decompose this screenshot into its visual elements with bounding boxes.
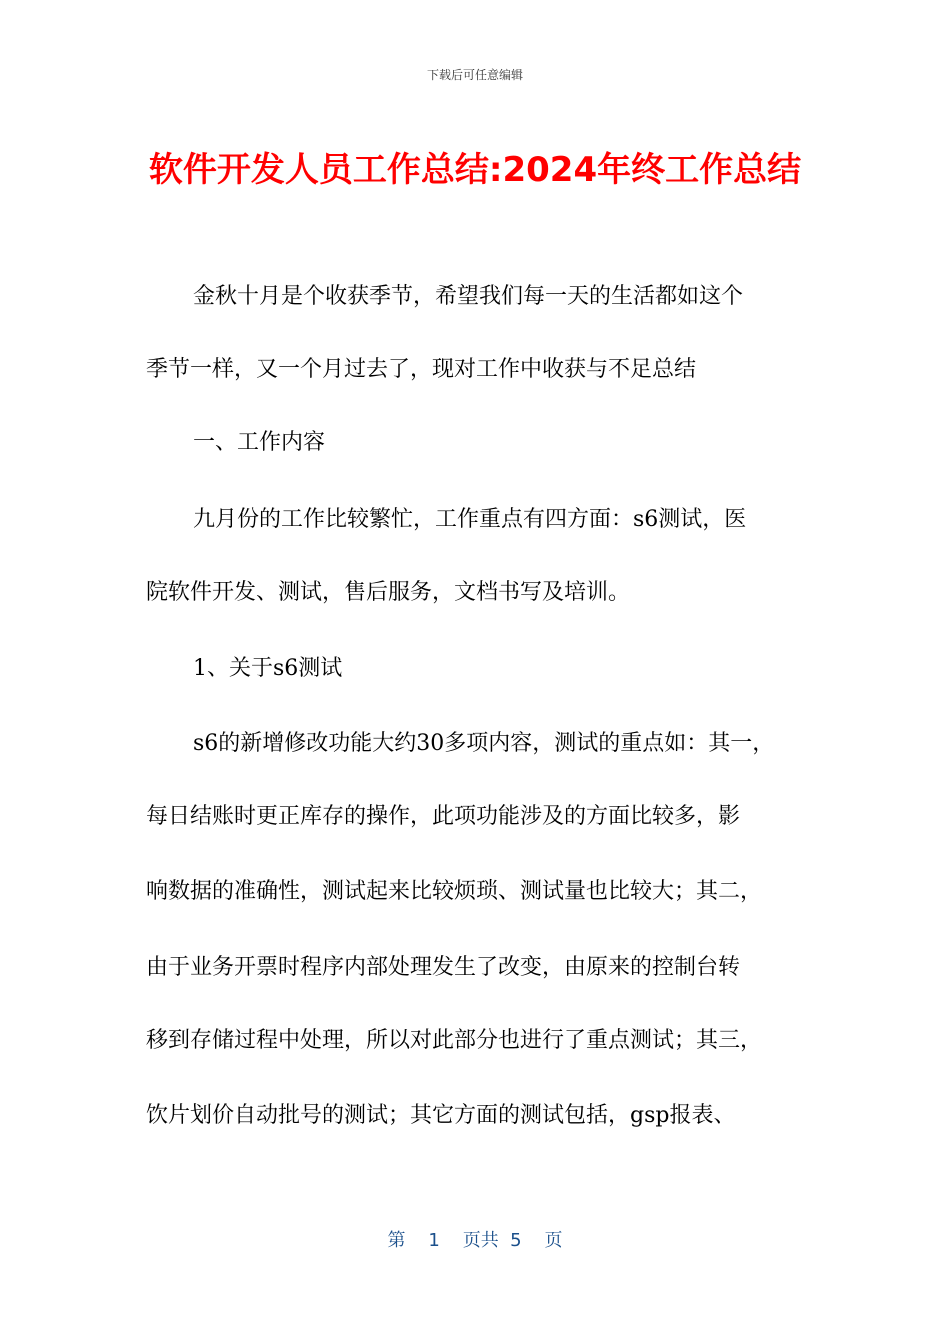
- page-footer: [0, 1226, 950, 1252]
- footer-total-pages: 5: [510, 1230, 522, 1251]
- document-title: 软件开发人员工作总结:2024年终工作总结: [148, 150, 802, 190]
- footer-prefix: 第: [387, 1230, 406, 1251]
- body-line-9: 移到存储过程中处理，所以对此部分也进行了重点测试；其三，: [146, 1028, 763, 1053]
- body-line-8: 由于业务开票时程序内部处理发生了改变，由原来的控制台转: [146, 955, 741, 980]
- header-note: 下载后可任意编辑: [426, 68, 523, 82]
- body-line-5: s6的新增修改功能大约30多项内容，测试的重点如：其一，: [193, 731, 775, 756]
- footer-current-page: 1: [428, 1230, 440, 1251]
- body-line-6: 每日结账时更正库存的操作，此项功能涉及的方面比较多，影: [146, 804, 741, 829]
- body-line-3: 九月份的工作比较繁忙，工作重点有四方面：s6测试，医: [193, 507, 747, 532]
- body-line-7: 响数据的准确性，测试起来比较烦琐、测试量也比较大；其二，: [146, 879, 763, 904]
- body-line-4: 院软件开发、测试，售后服务，文档书写及培训。: [146, 580, 631, 605]
- section-heading: 一、工作内容: [193, 430, 326, 455]
- footer-suffix: 页: [544, 1230, 563, 1251]
- subsection-heading: 1、关于s6测试: [193, 656, 343, 681]
- body-line-2: 季节一样，又一个月过去了，现对工作中收获与不足总结: [146, 357, 697, 382]
- footer-mid: 页共: [462, 1230, 499, 1251]
- body-line-10: 饮片划价自动批号的测试；其它方面的测试包括，gsp报表、: [146, 1103, 736, 1128]
- body-line-1: 金秋十月是个收获季节，希望我们每一天的生活都如这个: [193, 284, 744, 309]
